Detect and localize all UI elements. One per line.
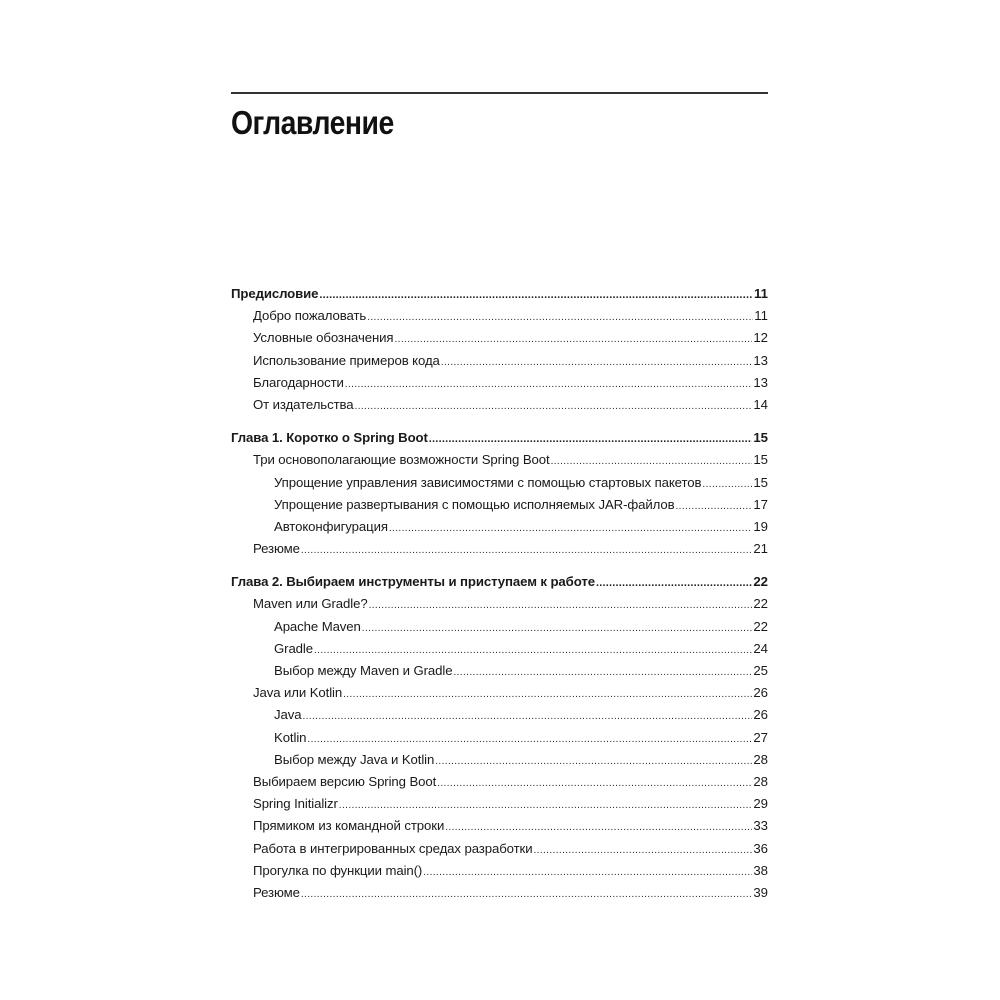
toc-page-number: 28 <box>753 773 768 789</box>
toc-entry-title: Java <box>274 707 302 723</box>
toc-entry-title: Выбор между Java и Kotlin <box>274 751 435 767</box>
toc-page-number: 14 <box>753 396 768 412</box>
toc-page-number: 15 <box>753 474 768 490</box>
toc-page-number: 26 <box>753 707 768 723</box>
toc-page-number: 38 <box>753 862 768 878</box>
toc-entry-title: Добро пожаловать <box>253 308 367 324</box>
dot-leader <box>367 307 753 329</box>
toc-page-number: 22 <box>753 596 768 612</box>
dot-leader <box>429 428 753 450</box>
dot-leader <box>453 662 752 684</box>
toc-page-number: 13 <box>753 374 768 390</box>
toc-page-number: 24 <box>753 640 768 656</box>
book-page <box>231 0 768 1000</box>
toc-entry[interactable] <box>231 305 768 327</box>
toc-entry[interactable] <box>231 793 768 815</box>
dot-leader <box>345 374 753 396</box>
toc-entry[interactable] <box>231 372 768 394</box>
toc-entry[interactable] <box>231 704 768 726</box>
toc-entry[interactable] <box>231 327 768 349</box>
dot-leader <box>533 840 752 862</box>
toc-entry-title: От издательства <box>253 396 354 412</box>
toc-entry-title: Упрощение развертывания с помощью исполняемых JAR-файлов <box>274 496 675 512</box>
toc-section <box>231 427 768 560</box>
toc-page-number: 28 <box>753 751 768 767</box>
toc-entry[interactable] <box>231 494 768 516</box>
dot-leader <box>307 729 752 751</box>
toc-page-number: 22 <box>753 618 768 634</box>
toc-entry[interactable] <box>231 860 768 882</box>
toc-entry[interactable] <box>231 838 768 860</box>
toc-entry-title: Глава 1. Коротко о Spring Boot <box>231 430 428 446</box>
toc-section <box>231 283 768 416</box>
toc-section <box>231 571 768 904</box>
toc-entry-title: Три основополагающие возможности Spring Boot <box>253 452 550 468</box>
dot-leader <box>362 618 753 640</box>
dot-leader <box>596 572 752 594</box>
toc-page-number: 22 <box>753 574 768 590</box>
dot-leader <box>394 329 752 351</box>
toc-entry[interactable] <box>231 749 768 771</box>
dot-leader <box>423 862 752 884</box>
toc-entry-title: Выбор между Maven и Gradle <box>274 663 453 678</box>
toc-page-number: 27 <box>753 729 768 745</box>
dot-leader <box>676 496 753 518</box>
toc-entry-title: Spring Initializr <box>253 796 338 812</box>
toc-page-number: 25 <box>753 663 768 678</box>
dot-leader <box>355 396 753 418</box>
toc-page-number: 11 <box>754 286 768 301</box>
dot-leader <box>702 474 752 496</box>
dot-leader <box>445 817 752 839</box>
toc-entry[interactable] <box>231 771 768 793</box>
dot-leader <box>301 540 752 562</box>
toc-entry-title: Благодарности <box>253 374 344 390</box>
table-of-contents <box>231 283 768 915</box>
toc-entry-title: Выбираем версию Spring Boot <box>253 773 437 789</box>
dot-leader <box>437 773 752 795</box>
toc-page-number: 26 <box>753 685 768 701</box>
toc-page-number: 21 <box>753 541 768 557</box>
toc-entry-title: Работа в интегрированных средах разработки <box>253 840 533 856</box>
toc-page-number: 33 <box>753 818 768 834</box>
toc-page-number: 12 <box>753 330 768 346</box>
toc-entry-title: Глава 2. Выбираем инструменты и приступаем к работе <box>231 574 595 590</box>
dot-leader <box>551 451 753 473</box>
dot-leader <box>369 595 753 617</box>
dot-leader <box>441 352 753 374</box>
toc-page-number: 13 <box>753 352 768 368</box>
dot-leader <box>389 518 752 540</box>
top-rule <box>231 92 768 94</box>
toc-entry[interactable] <box>231 593 768 615</box>
toc-entry[interactable] <box>231 682 768 704</box>
toc-entry[interactable] <box>231 449 768 471</box>
toc-entry[interactable] <box>231 616 768 638</box>
toc-entry-title: Java или Kotlin <box>253 685 343 701</box>
toc-chapter-entry[interactable] <box>231 427 768 449</box>
toc-entry-title: Условные обозначения <box>253 330 394 346</box>
toc-entry-title: Прямиком из командной строки <box>253 818 445 834</box>
toc-entry-title: Использование примеров кода <box>253 352 440 368</box>
toc-page-number: 19 <box>753 518 768 534</box>
toc-chapter-entry[interactable] <box>231 283 768 305</box>
toc-entry-title: Автоконфигурация <box>274 518 388 534</box>
toc-page-number: 15 <box>753 430 768 446</box>
dot-leader <box>343 684 752 706</box>
toc-page-number: 39 <box>753 884 768 900</box>
toc-page-number: 36 <box>753 840 768 856</box>
toc-entry-title: Резюме <box>253 541 300 557</box>
toc-entry-title: Упрощение управления зависимостями с помощью стартовых пакетов <box>274 474 702 490</box>
toc-entry-title: Apache Maven <box>274 618 361 634</box>
dot-leader <box>319 284 753 306</box>
toc-entry-title: Предисловие <box>231 286 319 301</box>
toc-entry[interactable] <box>231 538 768 560</box>
toc-entry[interactable] <box>231 516 768 538</box>
toc-entry-title: Gradle <box>274 640 313 656</box>
dot-leader <box>314 640 752 662</box>
toc-entry[interactable] <box>231 350 768 372</box>
toc-entry[interactable] <box>231 660 768 682</box>
toc-entry[interactable] <box>231 394 768 416</box>
toc-chapter-entry[interactable] <box>231 571 768 593</box>
toc-entry[interactable] <box>231 472 768 494</box>
toc-entry[interactable] <box>231 727 768 749</box>
toc-page-number: 15 <box>753 452 768 468</box>
dot-leader <box>302 706 752 728</box>
toc-entry[interactable] <box>231 882 768 904</box>
toc-entry-title: Прогулка по функции main() <box>253 862 423 878</box>
toc-page-number: 11 <box>754 308 768 324</box>
page-title: Оглавление <box>231 104 394 141</box>
toc-entry[interactable] <box>231 638 768 660</box>
toc-entry-title: Kotlin <box>274 729 307 745</box>
dot-leader <box>339 795 753 817</box>
toc-page-number: 29 <box>753 796 768 812</box>
toc-entry-title: Резюме <box>253 884 300 900</box>
dot-leader <box>435 751 752 773</box>
dot-leader <box>301 884 752 906</box>
toc-entry[interactable] <box>231 815 768 837</box>
toc-entry-title: Maven или Gradle? <box>253 596 368 612</box>
toc-page-number: 17 <box>753 496 768 512</box>
